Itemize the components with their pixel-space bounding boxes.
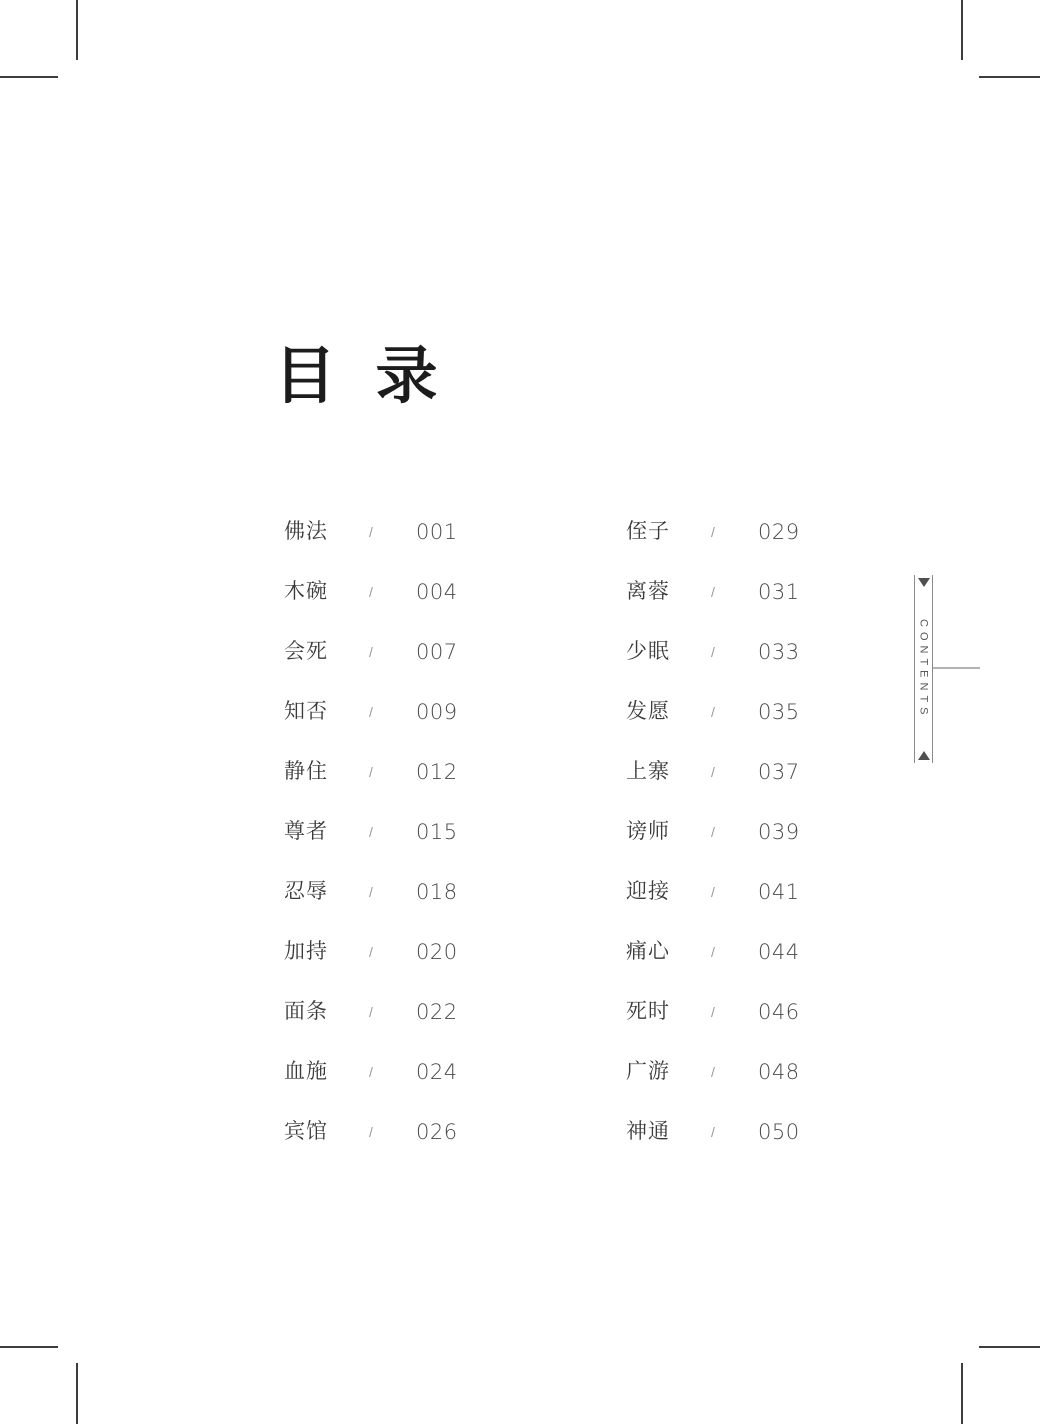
toc-entry bbox=[626, 760, 798, 784]
crop-mark-bottom-left-horizontal bbox=[0, 1346, 58, 1348]
toc-entry-page: 026 bbox=[416, 1120, 458, 1144]
toc-entry-title: 宾馆 bbox=[284, 1120, 328, 1143]
toc-entry-page: 033 bbox=[758, 640, 800, 664]
toc-entry-separator: / bbox=[711, 644, 715, 660]
toc-entry-page: 004 bbox=[416, 580, 458, 604]
toc-entry-page: 029 bbox=[758, 520, 800, 544]
toc-entry bbox=[626, 880, 798, 904]
toc-entry-page: 015 bbox=[416, 820, 458, 844]
toc-entry-title: 神通 bbox=[626, 1120, 670, 1143]
toc-entry-separator: / bbox=[369, 944, 373, 960]
toc-entry-page: 035 bbox=[758, 700, 800, 724]
toc-entry-page: 022 bbox=[416, 1000, 458, 1024]
toc-entry bbox=[284, 880, 456, 904]
toc-entry-title: 会死 bbox=[284, 640, 328, 663]
toc-entry-separator: / bbox=[711, 884, 715, 900]
toc-entry-separator: / bbox=[711, 764, 715, 780]
toc-entry-page: 012 bbox=[416, 760, 458, 784]
side-tab-rule bbox=[933, 667, 980, 669]
toc-entry-title: 死时 bbox=[626, 1000, 670, 1023]
toc-entry-title: 上寨 bbox=[626, 760, 670, 783]
toc-entry bbox=[626, 820, 798, 844]
toc-entry bbox=[626, 1120, 798, 1144]
toc-entry-title: 谤师 bbox=[626, 820, 670, 843]
toc-entry bbox=[284, 520, 456, 544]
toc-entry-separator: / bbox=[369, 884, 373, 900]
toc-entry-separator: / bbox=[711, 944, 715, 960]
toc-entry-separator: / bbox=[711, 1004, 715, 1020]
toc-entry-title: 面条 bbox=[284, 1000, 328, 1023]
toc-entry-title: 佛法 bbox=[284, 520, 328, 543]
toc-entry-page: 009 bbox=[416, 700, 458, 724]
triangle-down-icon bbox=[918, 578, 930, 587]
toc-entry-separator: / bbox=[369, 524, 373, 540]
crop-mark-bottom-right-vertical bbox=[961, 1363, 963, 1424]
toc-entry bbox=[626, 700, 798, 724]
crop-mark-top-right-vertical bbox=[961, 0, 963, 60]
toc-entry-separator: / bbox=[369, 1004, 373, 1020]
toc-entry-title: 发愿 bbox=[626, 700, 670, 723]
toc-entry-title: 尊者 bbox=[284, 820, 328, 843]
toc-entry bbox=[284, 760, 456, 784]
toc-entry bbox=[626, 1000, 798, 1024]
toc-entry-page: 039 bbox=[758, 820, 800, 844]
crop-mark-bottom-left-vertical bbox=[76, 1363, 78, 1424]
toc-entry bbox=[626, 940, 798, 964]
toc-entry-title: 迎接 bbox=[626, 880, 670, 903]
page-title-char-1: 目 bbox=[274, 343, 337, 411]
toc-entry-page: 018 bbox=[416, 880, 458, 904]
crop-mark-top-right-horizontal bbox=[979, 76, 1040, 78]
toc-entry-title: 离蓉 bbox=[626, 580, 670, 603]
contents-side-tab-label: CONTENTS bbox=[917, 618, 930, 720]
toc-entry-title: 血施 bbox=[284, 1060, 328, 1083]
toc-entry bbox=[284, 700, 456, 724]
toc-entry-page: 050 bbox=[758, 1120, 800, 1144]
toc-entry-separator: / bbox=[711, 1064, 715, 1080]
page-title-char-2: 录 bbox=[375, 343, 438, 411]
toc-entry bbox=[284, 1120, 456, 1144]
toc-entry-separator: / bbox=[711, 524, 715, 540]
toc-entry-title: 静住 bbox=[284, 760, 328, 783]
toc-entry-title: 木碗 bbox=[284, 580, 328, 603]
toc-entry-page: 041 bbox=[758, 880, 800, 904]
toc-column-left bbox=[284, 520, 456, 1180]
toc-entry bbox=[626, 640, 798, 664]
toc-entry-page: 031 bbox=[758, 580, 800, 604]
toc-entry bbox=[284, 820, 456, 844]
toc-entry-page: 024 bbox=[416, 1060, 458, 1084]
contents-side-tab bbox=[914, 575, 933, 763]
toc-entry-page: 037 bbox=[758, 760, 800, 784]
toc-entry-title: 忍辱 bbox=[284, 880, 328, 903]
toc-entry-separator: / bbox=[711, 824, 715, 840]
toc-entry-page: 001 bbox=[416, 520, 458, 544]
toc-entry bbox=[284, 1000, 456, 1024]
toc-entry-page: 044 bbox=[758, 940, 800, 964]
toc-entry-title: 侄子 bbox=[626, 520, 670, 543]
toc-entry-separator: / bbox=[711, 704, 715, 720]
toc-entry bbox=[284, 1060, 456, 1084]
toc-entry-separator: / bbox=[369, 644, 373, 660]
toc-column-right bbox=[626, 520, 798, 1180]
crop-mark-top-left-vertical bbox=[76, 0, 78, 60]
toc-entry-separator: / bbox=[369, 824, 373, 840]
toc-entry-separator: / bbox=[711, 584, 715, 600]
toc-entry bbox=[284, 940, 456, 964]
toc-entry-title: 知否 bbox=[284, 700, 328, 723]
toc-entry-separator: / bbox=[711, 1124, 715, 1140]
toc-entry-page: 046 bbox=[758, 1000, 800, 1024]
toc-entry-title: 痛心 bbox=[626, 940, 670, 963]
toc-entry-separator: / bbox=[369, 764, 373, 780]
toc-entry bbox=[626, 1060, 798, 1084]
toc-entry-separator: / bbox=[369, 1124, 373, 1140]
toc-entry-separator: / bbox=[369, 1064, 373, 1080]
toc-entry bbox=[626, 520, 798, 544]
toc-entry-title: 加持 bbox=[284, 940, 328, 963]
toc-entry bbox=[284, 640, 456, 664]
crop-mark-top-left-horizontal bbox=[0, 76, 58, 78]
page-title bbox=[274, 343, 438, 411]
crop-mark-bottom-right-horizontal bbox=[979, 1346, 1040, 1348]
toc-entry-separator: / bbox=[369, 704, 373, 720]
toc-entry-separator: / bbox=[369, 584, 373, 600]
toc-entry-page: 048 bbox=[758, 1060, 800, 1084]
toc-entry-title: 广游 bbox=[626, 1060, 670, 1083]
toc-entry-title: 少眠 bbox=[626, 640, 670, 663]
triangle-up-icon bbox=[918, 751, 930, 760]
toc-entry bbox=[626, 580, 798, 604]
toc-entry-page: 020 bbox=[416, 940, 458, 964]
toc-entry bbox=[284, 580, 456, 604]
toc-entry-page: 007 bbox=[416, 640, 458, 664]
